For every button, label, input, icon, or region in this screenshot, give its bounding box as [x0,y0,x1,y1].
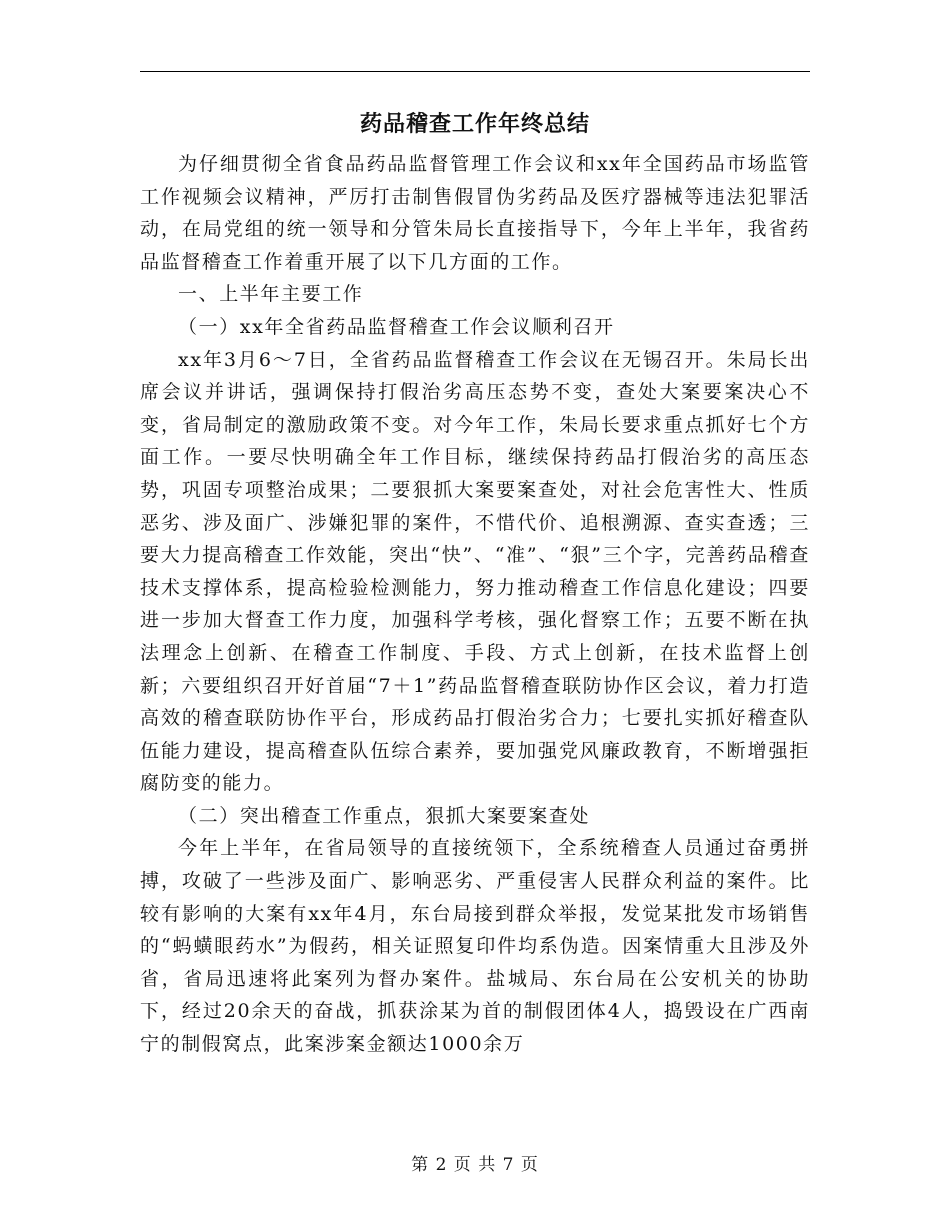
document-title: 药品稽查工作年终总结 [359,111,590,137]
paragraph: 今年上半年，在省局领导的直接统领下，全系统稽查人员通过奋勇拼搏，攻破了一些涉及面广、影响恶劣、严重侵害人民群众利益的案件。比较有影响的大案有xx年4月，东台局接到群众举报，发觉某批发市场销售的“蚂蟥眼药水”为假药，相关证照复印件均系伪造。因案情重大且涉及外省，省局迅速将此案列为督办案件。盐城局、东台局在公安机关的协助下，经过20余天的奋战，抓获涂某为首的制假团体4人，捣毁设在广西南宁的制假窝点，此案涉案金额达1000余万 [140,837,810,1056]
subsection-heading: （二）突出稽查工作重点，狠抓大案要案查处 [178,804,591,827]
section-heading: 一、上半年主要工作 [178,283,364,306]
header-rule [140,71,810,72]
paragraph: xx年3月6～7日，全省药品监督稽查工作会议在无锡召开。朱局长出席会议并讲话，强调保持打假治劣高压态势不变，查处大案要案决心不变，省局制定的激励政策不变。对今年工作，朱局长要求重点抓好七个方面工作。一要尽快明确全年工作目标，继续保持药品打假治劣的高压态势，巩固专项整治成果；二要狠抓大案要案查处，对社会危害性大、性质恶劣、涉及面广、涉嫌犯罪的案件，不惜代价、追根溯源、查实查透；三要大力提高稽查工作效能，突出“快”、“准”、“狠”三个字，完善药品稽查技术支撑体系，提高检验检测能力，努力推动稽查工作信息化建设；四要进一步加大督查工作力度，加强科学考核，强化督察工作；五要不断在执法理念上创新、在稽查工作制度、手段、方式上创新，在技术监督上创新；六要组织召开好首届“7＋1”药品监督稽查联防协作区会议，着力打造高效的稽查联防协作平台，形成药品打假治劣合力；七要扎实抓好稽查队伍能力建设，提高稽查队伍综合素养，要加强党风廉政教育，不断增强拒腐防变的能力。 [140,348,810,795]
page-number: 第 2 页 共 7 页 [411,1155,539,1175]
document-body [140,148,810,1061]
subsection-heading: （一）xx年全省药品监督稽查工作会议顺利召开 [178,315,615,338]
paragraph: 为仔细贯彻全省食品药品监督管理工作会议和xx年全国药品市场监管工作视频会议精神，严厉打击制售假冒伪劣药品及医疗器械等违法犯罪活动，在局党组的统一领导和分管朱局长直接指导下，今年上半年，我省药品监督稽查工作着重开展了以下几方面的工作。 [140,153,810,273]
